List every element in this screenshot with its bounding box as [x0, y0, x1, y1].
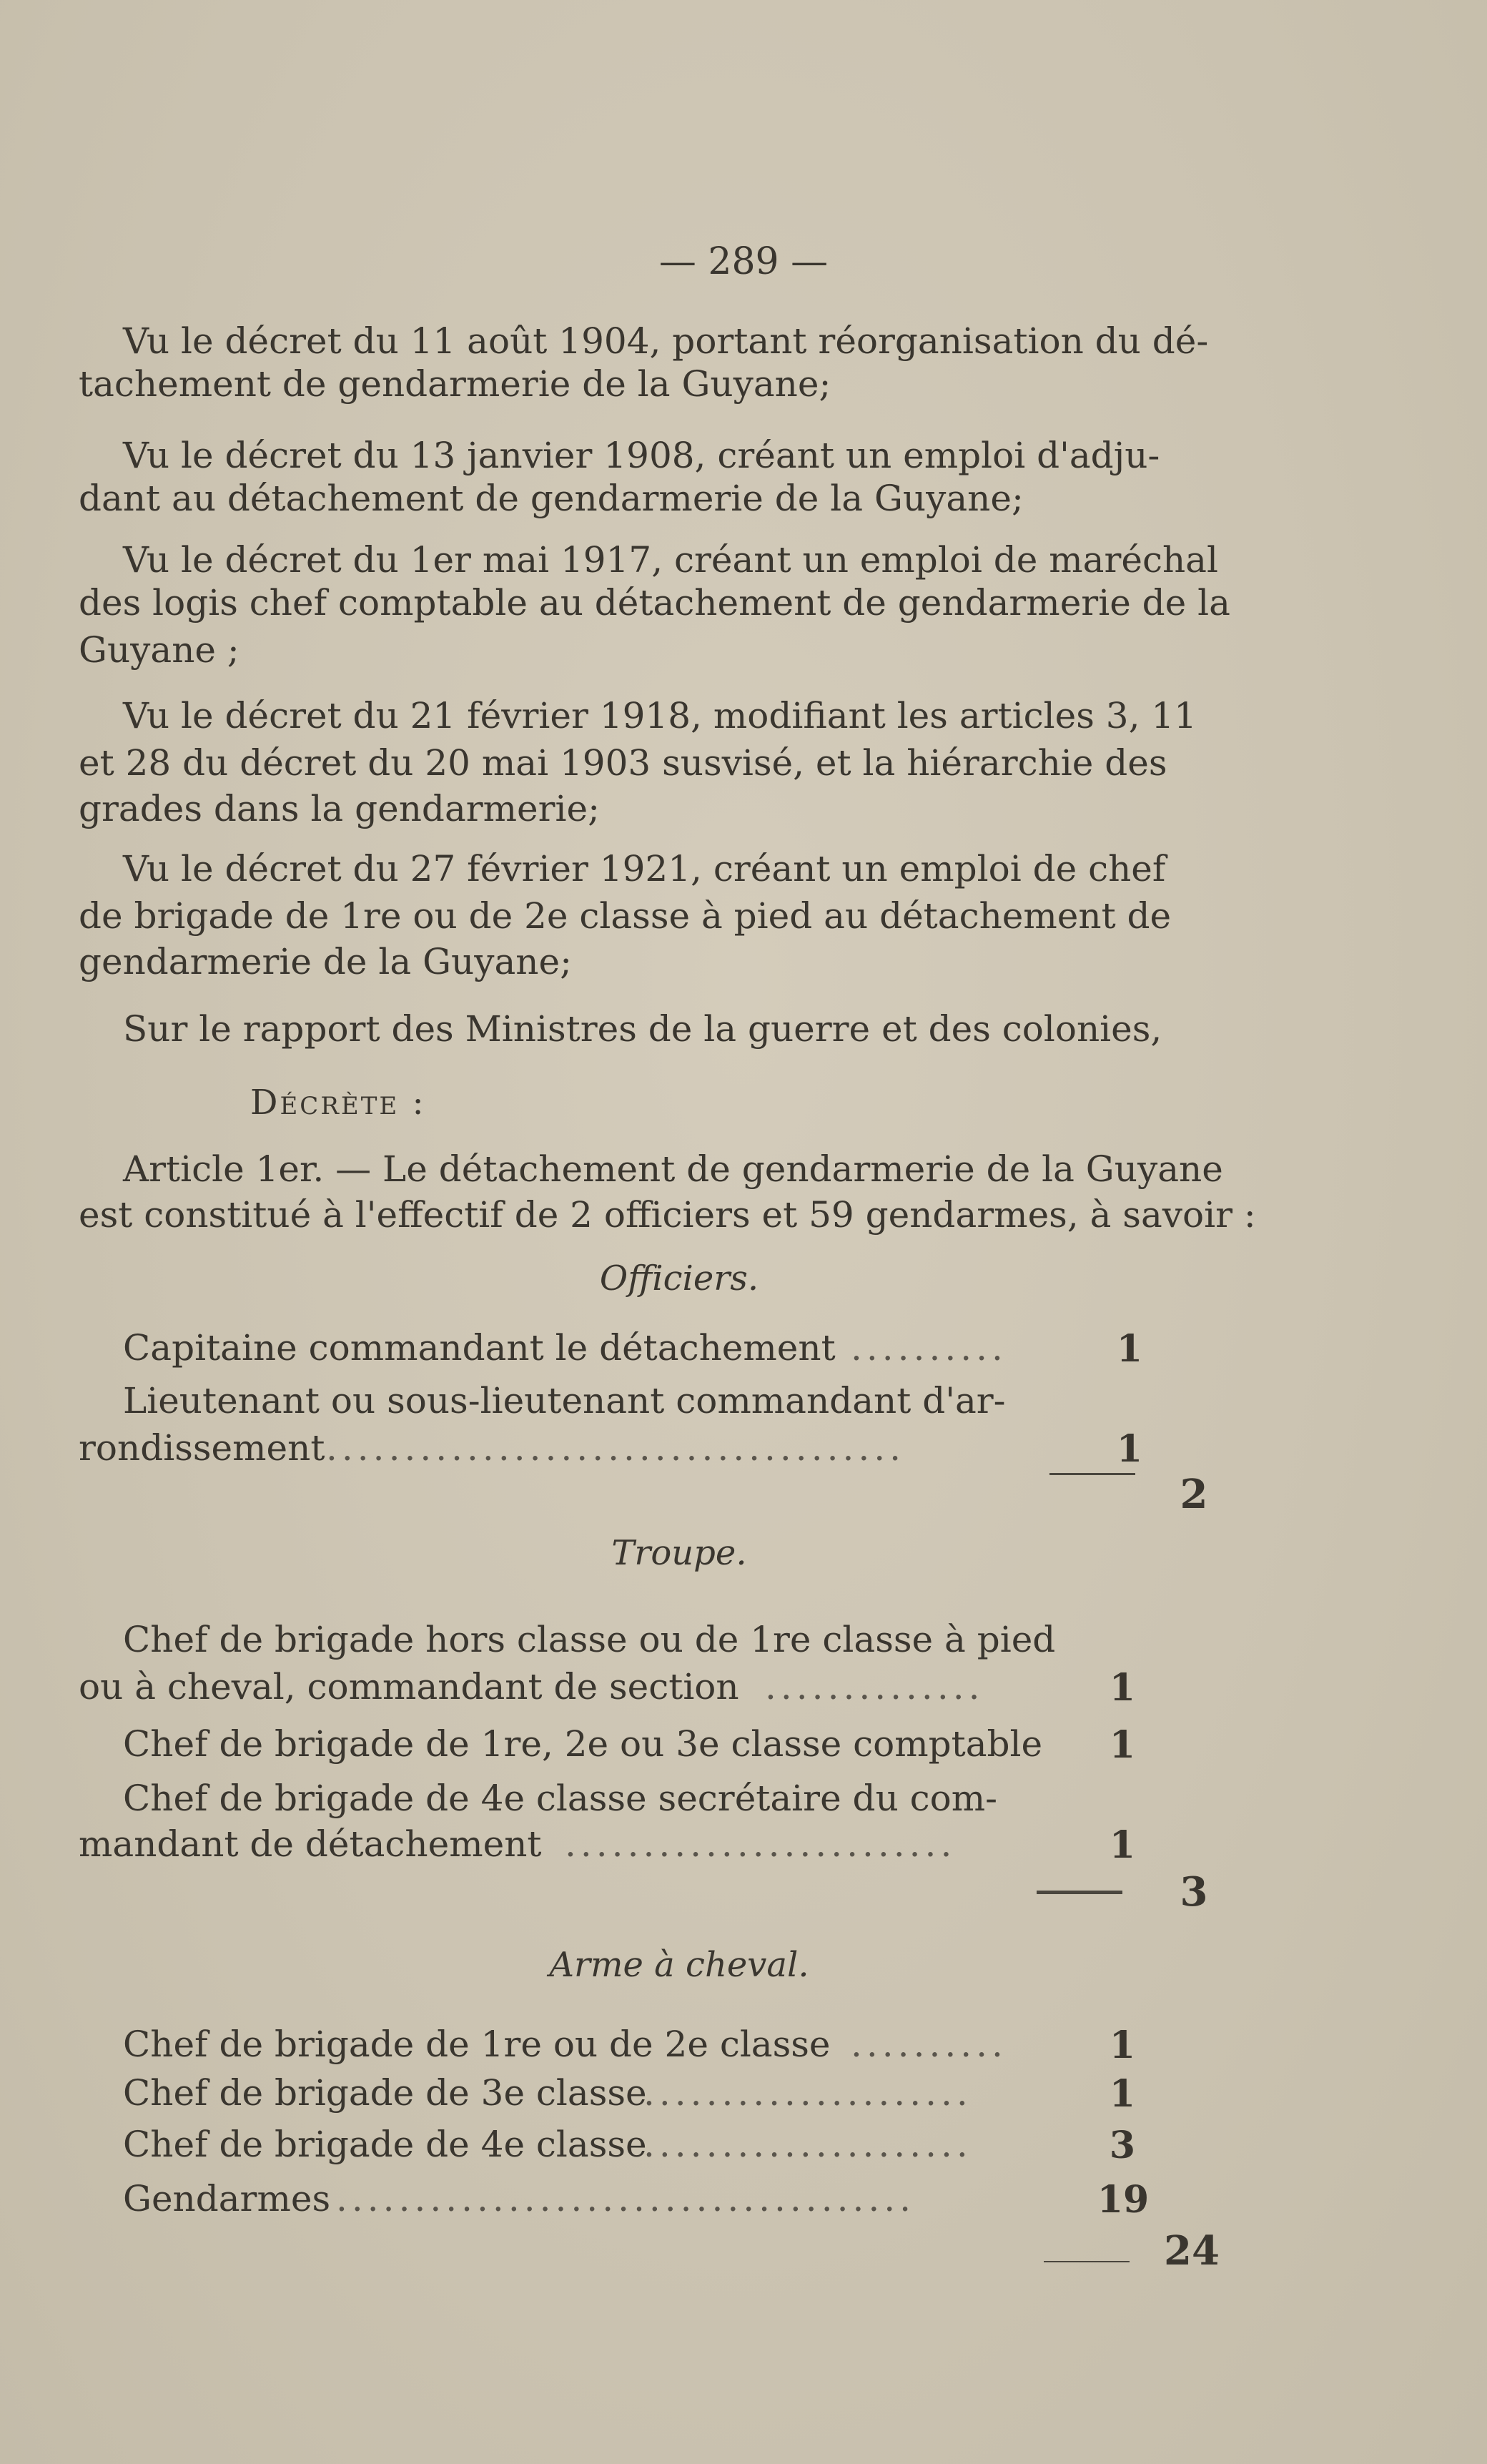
subtotal-rule — [1044, 2261, 1130, 2262]
leader-dots: .......... — [851, 2024, 1007, 2065]
table-row — [0, 1619, 1487, 1662]
row-value: 1 — [1109, 2072, 1136, 2116]
decree-heading: Décrète : — [250, 1083, 426, 1123]
table-row — [0, 2124, 1487, 2167]
row-value: 1 — [1109, 2024, 1136, 2067]
subtotal-rule — [1037, 1891, 1122, 1894]
leader-dots: .......... — [851, 1327, 1007, 1369]
leader-dots: ..................................... — [326, 1427, 906, 1469]
preamble-line: des logis chef comptable au détachement de gendarmerie de la — [79, 582, 1230, 624]
section-heading-arme-a-cheval: Arme à cheval. — [549, 1945, 809, 1985]
section-heading-troupe: Troupe. — [611, 1533, 747, 1573]
row-label: Chef de brigade hors classe ou de 1re classe à pied — [123, 1619, 1056, 1660]
subtotal-rule — [1049, 1473, 1135, 1475]
row-label: Chef de brigade de 3e classe — [123, 2072, 647, 2114]
leader-dots: .............. — [765, 1666, 984, 1707]
row-label: mandant de détachement — [79, 1823, 542, 1865]
page-number: — 289 — — [658, 240, 829, 283]
preamble-line: Vu le décret du 11 août 1904, portant réorganisation du dé- — [123, 320, 1209, 362]
preamble-line: Vu le décret du 21 février 1918, modifiant les articles 3, 11 — [123, 695, 1197, 736]
row-label: Gendarmes — [123, 2178, 331, 2219]
subtotal-officiers: 2 — [1180, 1471, 1208, 1518]
preamble-line: Vu le décret du 13 janvier 1908, créant un emploi d'adju- — [123, 435, 1160, 476]
row-value: 1 — [1109, 1823, 1136, 1867]
preamble-line: grades dans la gendarmerie; — [79, 788, 600, 829]
preamble-line: Guyane ; — [79, 629, 239, 671]
preamble-line: et 28 du décret du 20 mai 1903 susvisé, et la hiérarchie des — [79, 742, 1167, 784]
preamble-line: Vu le décret du 27 février 1921, créant un emploi de chef — [123, 848, 1166, 889]
row-label: Chef de brigade de 4e classe secrétaire du com- — [123, 1778, 998, 1819]
row-value: 19 — [1097, 2178, 1150, 2222]
table-row — [0, 1327, 1487, 1370]
row-label: Chef de brigade de 1re ou de 2e classe — [123, 2024, 831, 2065]
table-row — [0, 1666, 1487, 1709]
table-row — [0, 2072, 1487, 2115]
preamble-line: de brigade de 1re ou de 2e classe à pied au détachement de — [79, 895, 1172, 937]
leader-dots: ..................................... — [336, 2178, 916, 2219]
preamble-line: Vu le décret du 1er mai 1917, créant un emploi de maréchal — [123, 539, 1218, 581]
table-row — [0, 1427, 1487, 1470]
leader-dots: ..................... — [643, 2124, 972, 2165]
table-row — [0, 1723, 1487, 1766]
preamble-line: gendarmerie de la Guyane; — [79, 941, 572, 982]
subtotal-troupe: 3 — [1180, 1868, 1208, 1916]
row-value: 1 — [1116, 1427, 1143, 1471]
row-value: 1 — [1109, 1723, 1136, 1767]
row-label: Chef de brigade de 4e classe — [123, 2124, 647, 2165]
row-label: Capitaine commandant le détachement — [123, 1327, 836, 1369]
table-row — [0, 1380, 1487, 1423]
table-row — [0, 1778, 1487, 1820]
section-heading-officiers: Officiers. — [599, 1258, 759, 1298]
row-label: Lieutenant ou sous-lieutenant commandant d'ar- — [123, 1380, 1006, 1421]
leader-dots: ..................... — [643, 2072, 972, 2114]
preamble-line: Sur le rapport des Ministres de la guerre et des colonies, — [123, 1008, 1162, 1050]
preamble-line: tachement de gendarmerie de la Guyane; — [79, 363, 831, 405]
table-row — [0, 1823, 1487, 1866]
table-row — [0, 2024, 1487, 2066]
row-value: 1 — [1116, 1327, 1143, 1371]
row-value: 1 — [1109, 1666, 1136, 1710]
row-value: 3 — [1109, 2124, 1136, 2167]
row-label: Chef de brigade de 1re, 2e ou 3e classe comptable — [123, 1723, 1043, 1765]
leader-dots: ......................... — [565, 1823, 957, 1865]
row-label: ou à cheval, commandant de section — [79, 1666, 739, 1707]
article-line: est constitué à l'effectif de 2 officiers et 59 gendarmes, à savoir : — [79, 1194, 1256, 1236]
article-line: Article 1er. — Le détachement de gendarmerie de la Guyane — [123, 1148, 1223, 1190]
row-label: rondissement — [79, 1427, 325, 1469]
subtotal-arme-a-cheval: 24 — [1164, 2227, 1220, 2275]
preamble-line: dant au détachement de gendarmerie de la Guyane; — [79, 478, 1024, 519]
table-row — [0, 2178, 1487, 2221]
